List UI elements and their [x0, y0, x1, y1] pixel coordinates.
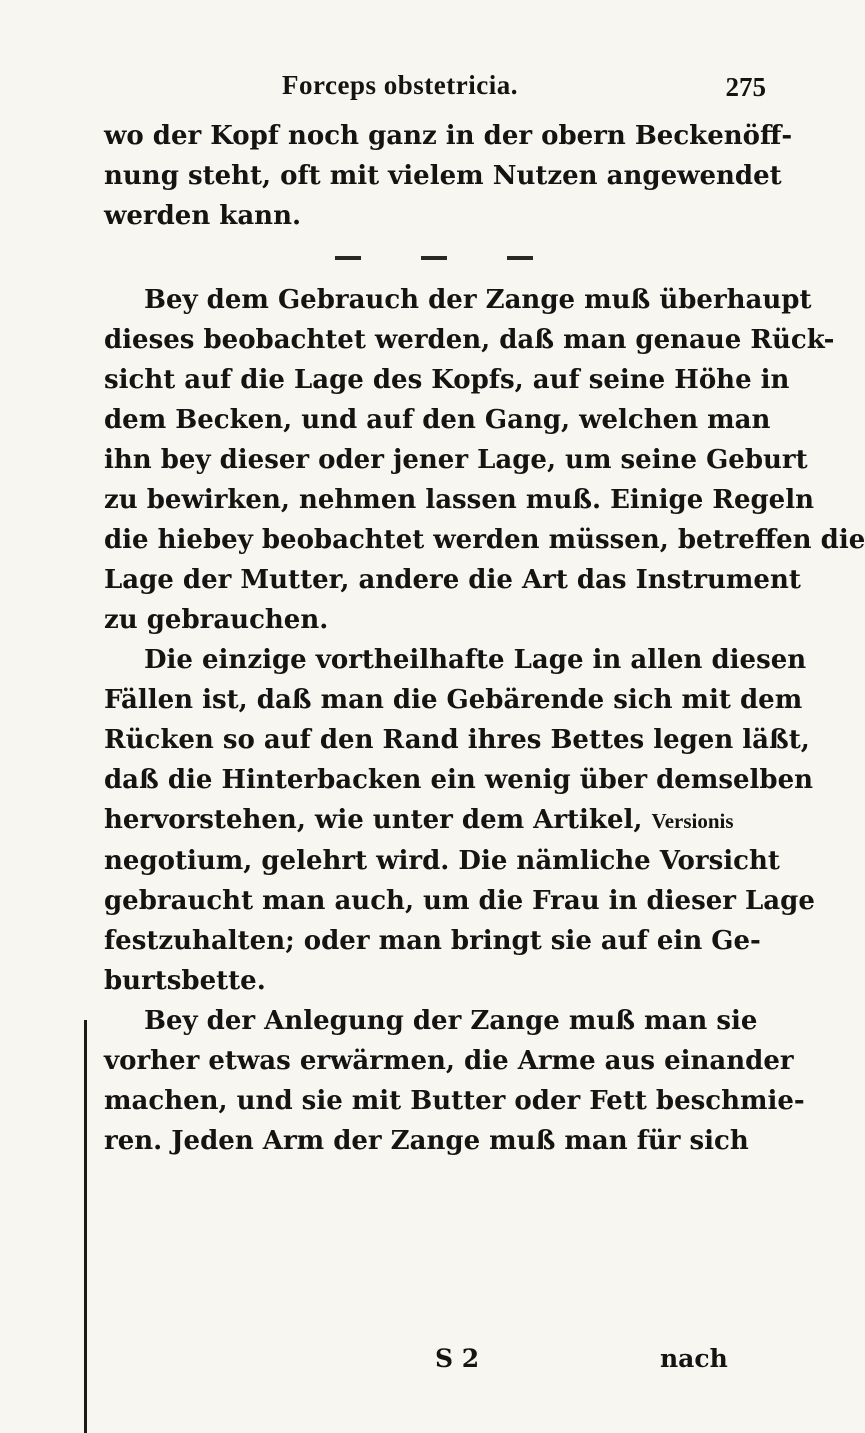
catchword: nach: [660, 1344, 728, 1373]
text-line: die hiebey beobachtet werden müssen, betreffen die: [104, 525, 865, 555]
text-line: burtsbette.: [104, 966, 266, 996]
page-number: 275: [725, 72, 766, 102]
paragraph-3: [104, 640, 815, 1001]
text-line: machen, und sie mit Butter oder Fett beschmie-: [104, 1086, 805, 1116]
signature-mark: S 2: [435, 1344, 480, 1373]
text-line: vorher etwas erwärmen, die Arme aus einander: [104, 1046, 794, 1076]
text-line: dieses beobachtet werden, daß man genaue Rück-: [104, 325, 835, 355]
paragraph-2: [104, 280, 865, 640]
running-title: Forceps obstetricia.: [282, 70, 518, 100]
text-line: daß die Hinterbacken ein wenig über demselben: [104, 765, 814, 795]
text-line: Fällen ist, daß man die Gebärende sich mit dem: [104, 685, 803, 715]
text-line: werden kann.: [104, 201, 302, 231]
latin-term: Versionis: [651, 809, 734, 833]
text-line: negotium, gelehrt wird. Die nämliche Vorsicht: [104, 846, 780, 876]
text-line: Bey dem Gebrauch der Zange muß überhaupt: [144, 285, 812, 315]
paragraph-4: [104, 1001, 805, 1161]
text-line: zu bewirken, nehmen lassen muß. Einige Regeln: [104, 485, 814, 515]
body-text: [104, 116, 865, 1161]
text-line: Rücken so auf den Rand ihres Bettes legen läßt,: [104, 725, 810, 755]
text-line: Lage der Mutter, andere die Art das Instrument: [104, 565, 801, 595]
page-footer: [0, 1344, 800, 1384]
text-line: zu gebrauchen.: [104, 605, 329, 635]
text-line: wo der Kopf noch ganz in der obern Beckenöff-: [104, 121, 793, 151]
text-line: gebraucht man auch, um die Frau in dieser Lage: [104, 886, 815, 916]
text-line: sicht auf die Lage des Kopfs, auf seine Höhe in: [104, 365, 790, 395]
section-divider: [104, 236, 764, 280]
divider-dash: [507, 256, 533, 260]
text-line: Die einzige vortheilhafte Lage in allen diesen: [144, 645, 807, 675]
text-line: festzuhalten; oder man bringt sie auf ein Ge-: [104, 926, 761, 956]
gutter-shadow-line: [84, 1020, 87, 1433]
text-line: nung steht, oft mit vielem Nutzen angewendet: [104, 161, 782, 191]
divider-dash: [335, 256, 361, 260]
page-header: [0, 66, 800, 106]
text-line: dem Becken, und auf den Gang, welchen man: [104, 405, 771, 435]
paragraph-1: [104, 116, 793, 236]
text-fragment: hervorstehen, wie unter dem Artikel,: [104, 805, 652, 835]
text-line: ren. Jeden Arm der Zange muß man für sich: [104, 1126, 749, 1156]
text-line: [104, 800, 764, 841]
text-line: Bey der Anlegung der Zange muß man sie: [144, 1006, 758, 1036]
divider-dash: [421, 256, 447, 260]
text-line: ihn bey dieser oder jener Lage, um seine Geburt: [104, 445, 808, 475]
